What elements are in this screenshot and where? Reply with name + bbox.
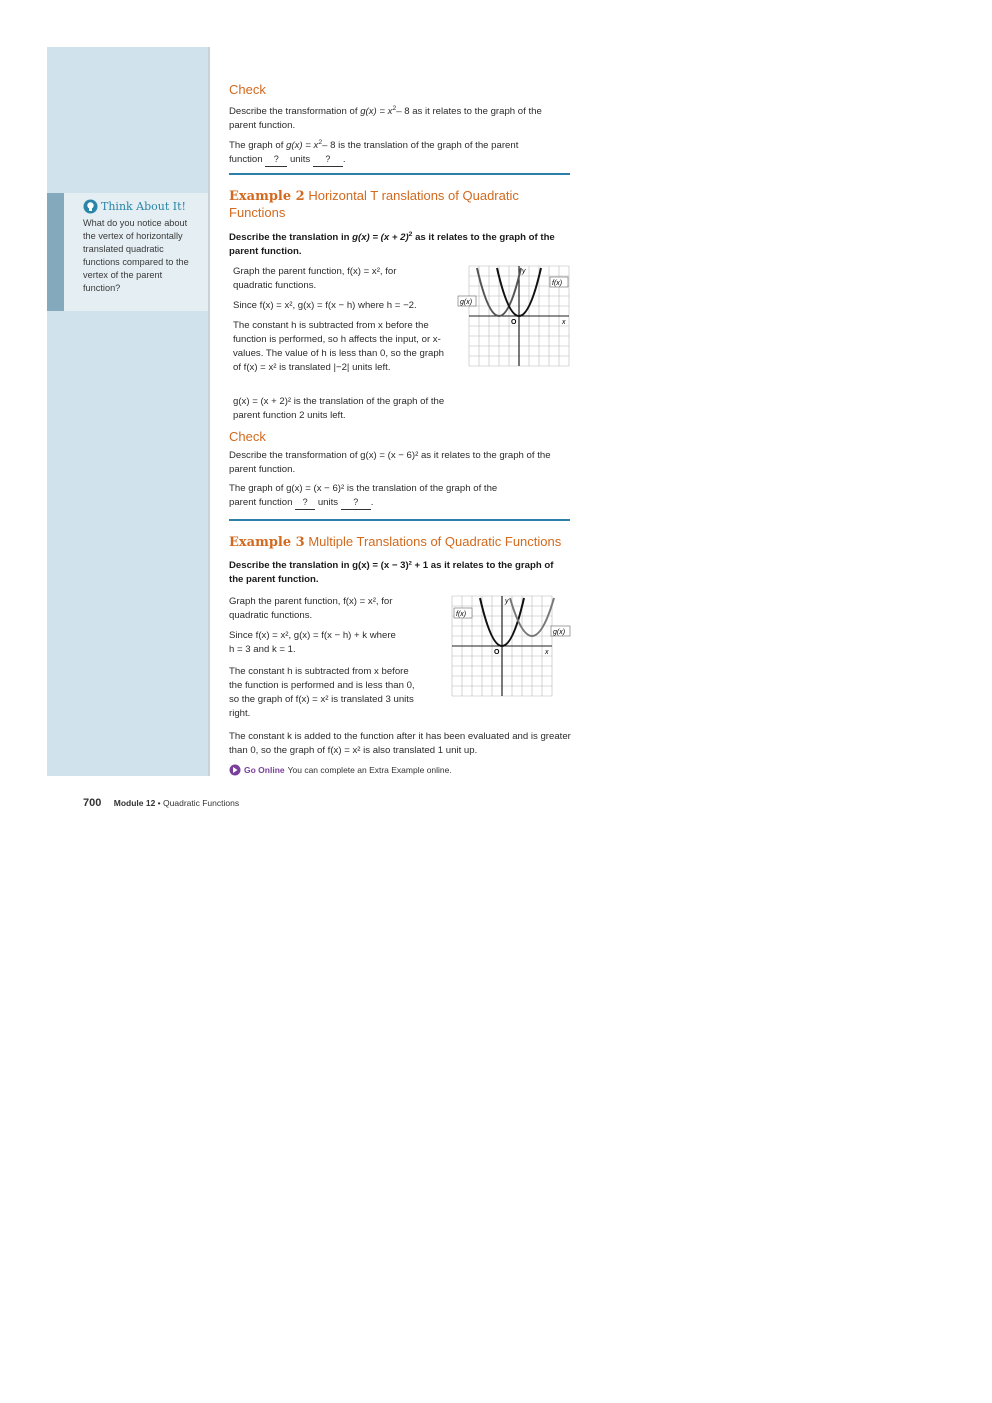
example3-task: Describe the translation in g(x) = (x − 3)² + 1 as it relates to the graph of the parent function. [229,560,554,585]
go-online-note [229,764,452,776]
page-number: 700 [83,797,102,809]
go-online-icon [229,764,241,776]
example3-step2: Since f(x) = x², g(x) = f(x − h) + k where h = 3 and k = 1. [229,630,396,655]
example3-step4: The constant k is added to the function after it has been evaluated and is greater than 0, so the graph of f(x) = x² is also translated 1 unit up. [229,731,571,756]
answer-blank-1[interactable]: ? [265,155,287,167]
example3-step1: Graph the parent function, f(x) = x², for quadratic functions. [229,596,393,621]
graph3-x-label: x [545,649,549,656]
check-heading-1: Check [229,82,266,97]
example2-step1: Graph the parent function, f(x) = x², for quadratic functions. [233,266,397,291]
example2-heading: Example 2 Horizontal T ranslations of Quadratic Functions [229,188,519,220]
example2-step3: The constant h is subtracted from x before the function is performed, so h affects the input, or x-values. The value of h is less than 0, so the graph of f(x) = x² is translated |−2| units left. [233,320,445,373]
check2-prompt: Describe the transformation of g(x) = (x − 6)² as it relates to the graph of the parent function. [229,450,551,475]
g-label: g(x) [460,299,473,306]
answer-blank-4[interactable]: ? [341,498,371,510]
go-online-text: You can complete an Extra Example online. [287,765,452,775]
f-label-3: f(x) [456,611,467,618]
think-about-it-title [83,199,186,214]
section-divider [229,173,570,175]
answer-blank-3[interactable]: ? [295,498,315,510]
check2-answer: The graph of g(x) = (x − 6)² is the translation of the graph of the parent function ? units ? . [229,483,498,508]
module-label: Module 12 [113,798,156,808]
example2-step4: g(x) = (x + 2)² is the translation of the graph of the parent function 2 units left. [233,396,445,421]
section-divider-2 [229,519,570,521]
sidebar-rule [208,47,210,776]
footer-separator: • [157,798,161,808]
example2-graph [457,264,571,368]
page-footer [83,797,239,809]
think-title-text: Think About It! [101,200,186,213]
check1-prompt: Describe the transformation of $g(x) = x^2-$ 8 as it relates to the graph of the parent function. [229,105,542,132]
example2-task: Describe the translation in $g(x) = (x + 2)^2$ as it relates to the graph of the parent function. [229,231,555,258]
think-about-it-body: What do you notice about the vertex of horizontally translated quadratic functions compared to the vertex of the parent function? [83,218,189,293]
answer-blank-2[interactable]: ? [313,155,343,167]
check-heading-2: Check [229,429,266,444]
example3-step3: The constant h is subtracted from x before the function is performed and is less than 0, so the graph of f(x) = x² is translated 3 units right. [229,666,415,719]
graph-origin-label: O [511,319,517,326]
graph3-origin-label: O [494,649,500,656]
example3-graph [448,594,572,698]
go-online-link[interactable]: Go Online [244,765,285,775]
topic-label: Quadratic Functions [163,798,240,808]
think-about-it-bar [47,193,64,311]
example3-heading: Example 3 Multiple Translations of Quadratic Functions [229,534,562,550]
graph-x-label: x [562,319,566,326]
check1-answer: The graph of $g(x) = x^2-$ 8 is the translation of the graph of the parent function ? units ? . [229,139,519,166]
graph-y-label: y [522,268,526,275]
example2-step2: Since f(x) = x², g(x) = f(x − h) where h = −2. [233,300,417,311]
lightbulb-icon [83,199,98,214]
graph3-y-label: y [505,598,509,605]
g-label-3: g(x) [553,629,566,636]
f-label: f(x) [552,280,563,287]
sidebar-panel [47,47,208,776]
